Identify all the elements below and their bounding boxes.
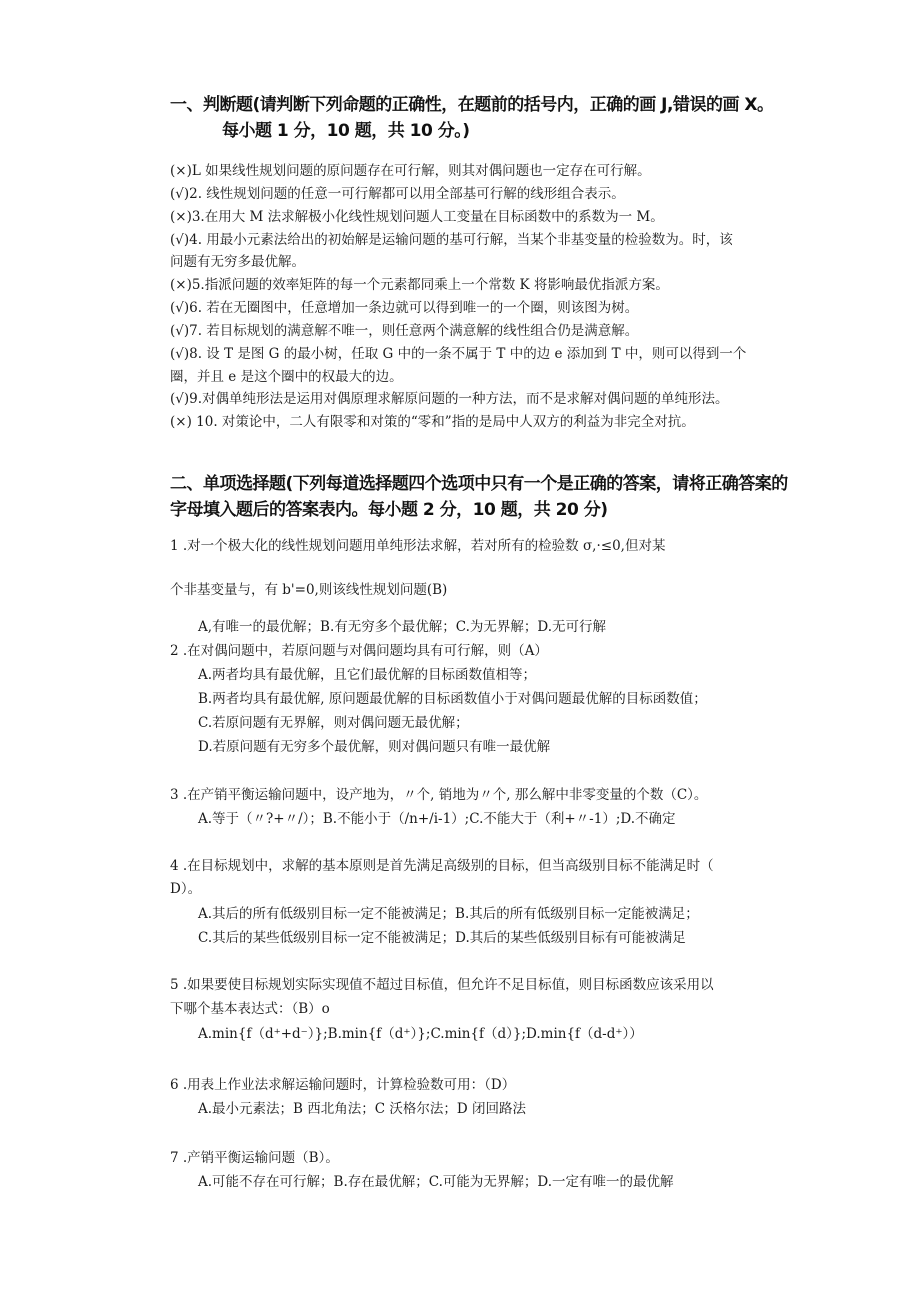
q2-option-a: A.两者均具有最优解，且它们最优解的目标函数值相等； (198, 667, 537, 683)
tf-item-8-cont: 圈，并且 e 是这个圈中的权最大的边。 (170, 369, 403, 385)
section1-heading-cont: 每小题 1 分，10 题，共 10 分。) (222, 121, 470, 141)
tf-item-5: (×)5.指派问题的效率矩阵的每一个元素都同乘上一个常数 K 将影响最优指派方案。 (170, 277, 669, 293)
tf-item-4-cont: 问题有无穷多最优解。 (170, 254, 305, 270)
section1-heading: 一、判断题(请判断下列命题的正确性，在题前的括号内，正确的画 J,错误的画 X。 (170, 95, 774, 115)
q5-stem-cont: 下哪个基本表达式：（B）o (170, 1001, 330, 1017)
q1-options: A,有唯一的最优解；B.有无穷多个最优解；C.为无界解；D.无可行解 (198, 619, 607, 635)
q1-stem: 1 .对一个极大化的线性规划问题用单纯形法求解，若对所有的检验数 σ,·≤0,但对某 (170, 538, 666, 554)
q4-stem-cont: D）。 (170, 881, 202, 897)
q3-stem: 3 .在产销平衡运输问题中，设产地为，〃个, 销地为〃个, 那么解中非零变量的个数（C）。 (170, 787, 708, 803)
q2-stem: 2 .在对偶问题中，若原问题与对偶问题均具有可行解，则（A） (170, 643, 548, 659)
section2-heading: 二、单项选择题(下列每道选择题四个选项中只有一个是正确的答案，请将正确答案的 (170, 474, 788, 494)
q2-option-c: C.若原问题有无界解，则对偶问题无最优解； (198, 715, 469, 731)
q4-options-ab: A.其后的所有低级别目标一定不能被满足；B.其后的所有低级别目标一定能被满足； (198, 906, 699, 922)
section2-heading-cont: 字母填入题后的答案表内。每小题 2 分，10 题，共 20 分) (170, 500, 608, 520)
q7-stem: 7 .产销平衡运输问题（B）。 (170, 1150, 339, 1166)
tf-item-7: (√)7. 若目标规划的满意解不唯一，则任意两个满意解的线性组合仍是满意解。 (170, 323, 639, 339)
q3-options: A.等于（〃?+〃/）；B.不能小于（/n+/i-1）;C.不能大于（利+〃-1）;D.不确定 (198, 811, 676, 827)
q6-options: A.最小元素法；B 西北角法；C 沃格尔法；D 闭回路法 (198, 1101, 526, 1117)
tf-item-6: (√)6. 若在无圈图中，任意增加一条边就可以得到唯一的一个圈，则该图为树。 (170, 300, 639, 316)
q2-option-b: B.两者均具有最优解, 原问题最优解的目标函数值小于对偶问题最优解的目标函数值； (198, 691, 707, 707)
tf-item-4: (√)4. 用最小元素法给出的初始解是运输问题的基可行解，当某个非基变量的检验数为。时，该 (170, 232, 733, 248)
tf-item-9: (√)9.对偶单纯形法是运用对偶原理求解原问题的一种方法，而不是求解对偶问题的单纯形法。 (170, 391, 729, 407)
q1-stem-cont: 个非基变量与，有 b'=0,则该线性规划问题(B) (170, 582, 448, 598)
q7-options: A.可能不存在可行解；B.存在最优解；C.可能为无界解；D.一定有唯一的最优解 (198, 1174, 674, 1190)
tf-item-1: (×)L 如果线性规划问题的原问题存在可行解，则其对偶问题也一定存在可行解。 (170, 163, 651, 179)
q2-option-d: D.若原问题有无穷多个最优解，则对偶问题只有唯一最优解 (198, 739, 551, 755)
q5-stem: 5 .如果要使目标规划实际实现值不超过目标值，但允许不足目标值，则目标函数应该采用以 (170, 977, 714, 993)
tf-item-3: (×)3.在用大 M 法求解极小化线性规划问题人工变量在目标函数中的系数为一 M。 (170, 209, 664, 225)
tf-item-8: (√)8. 设 T 是图 G 的最小树，任取 G 中的一条不属于 T 中的边 e 添加到 T 中，则可以得到一个 (170, 346, 747, 362)
tf-item-10: (×) 10. 对策论中，二人有限零和对策的“零和”指的是局中人双方的利益为非完全对抗。 (170, 414, 695, 430)
tf-item-2: (√)2. 线性规划问题的任意一可行解都可以用全部基可行解的线形组合表示。 (170, 186, 625, 202)
q4-options-cd: C.其后的某些低级别目标一定不能被满足；D.其后的某些低级别目标有可能被满足 (198, 930, 686, 946)
q4-stem: 4 .在目标规划中，求解的基本原则是首先满足高级别的目标，但当高级别目标不能满足时（ (170, 858, 714, 874)
q6-stem: 6 .用表上作业法求解运输问题时，计算检验数可用：（D） (170, 1077, 516, 1093)
q5-options: A.min{f（d⁺+d⁻）};B.min{f（d⁺）};C.min{f（d）};D.min{f（d-d⁺）） (198, 1026, 643, 1042)
